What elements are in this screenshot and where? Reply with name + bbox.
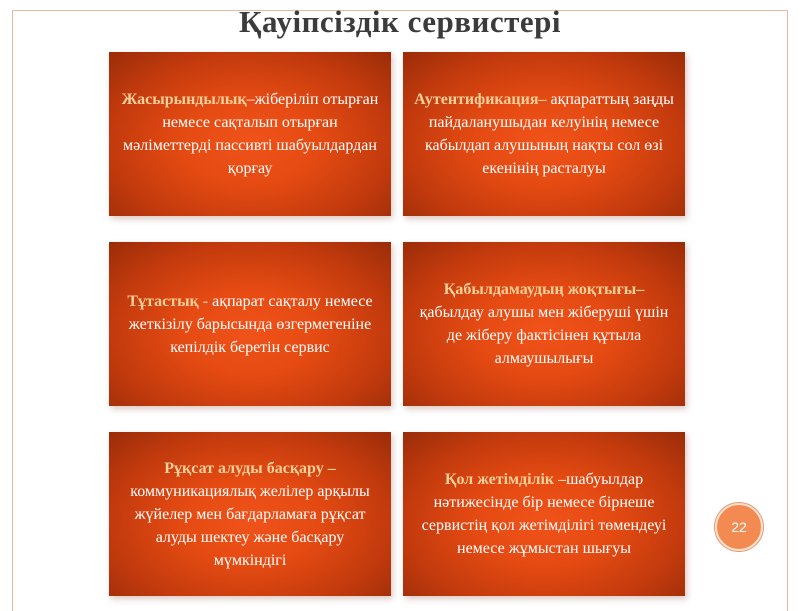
card-authentication bbox=[403, 52, 685, 216]
card-keyword: Тұтастық - bbox=[127, 292, 209, 310]
page-number-badge: 22 bbox=[715, 503, 763, 551]
card-keyword: Қабылдамаудың жоқтығы– bbox=[443, 281, 645, 298]
card-description: коммуникациялық желілер арқылы жүйелер мен бағдарламаға рұқсат алуды шектеу және басқару мүмкіндігі bbox=[130, 482, 370, 569]
card-keyword: Қол жетімділік – bbox=[444, 471, 567, 488]
card-description: ақпараттың заңды пайдаланушыдан келуінің немесе кабылдап алушының нақты сол өзі екенінің расталуы bbox=[424, 91, 674, 177]
card-keyword: Рұқсат алуды басқару – bbox=[164, 459, 336, 477]
card-description: қабылдау алушы мен жіберуші үшін де жіберу фактісінен құтыла алмаушылығы bbox=[419, 304, 669, 367]
card-non-repudiation bbox=[403, 242, 685, 406]
card-description: шабуылдар нәтижесінде бір немесе бірнеше сервистің қол жетімділігі төмендеуі немесе жұмыстан шығуы bbox=[421, 471, 667, 557]
card-keyword: Жасырындылық bbox=[121, 91, 247, 108]
card-text bbox=[413, 278, 675, 370]
card-text bbox=[119, 88, 381, 180]
card-keyword: Аутентификация– bbox=[414, 91, 547, 108]
card-description: –жіберіліп отырған немесе сақталып отырған мәліметтерді пассивті шабуылдардан қорғау bbox=[123, 91, 379, 177]
card-description: ақпарат сақталу немесе жеткізілу барысында өзгермегеніне кепілдік беретін сервис bbox=[128, 292, 373, 356]
card-text bbox=[413, 468, 675, 560]
card-confidentiality bbox=[109, 52, 391, 216]
card-text bbox=[413, 88, 675, 180]
card-availability bbox=[403, 432, 685, 596]
card-text bbox=[119, 457, 381, 572]
slide-title: Қауіпсіздік сервистері bbox=[239, 4, 561, 39]
card-text bbox=[119, 290, 381, 359]
card-access-control bbox=[109, 432, 391, 596]
card-integrity bbox=[109, 242, 391, 406]
